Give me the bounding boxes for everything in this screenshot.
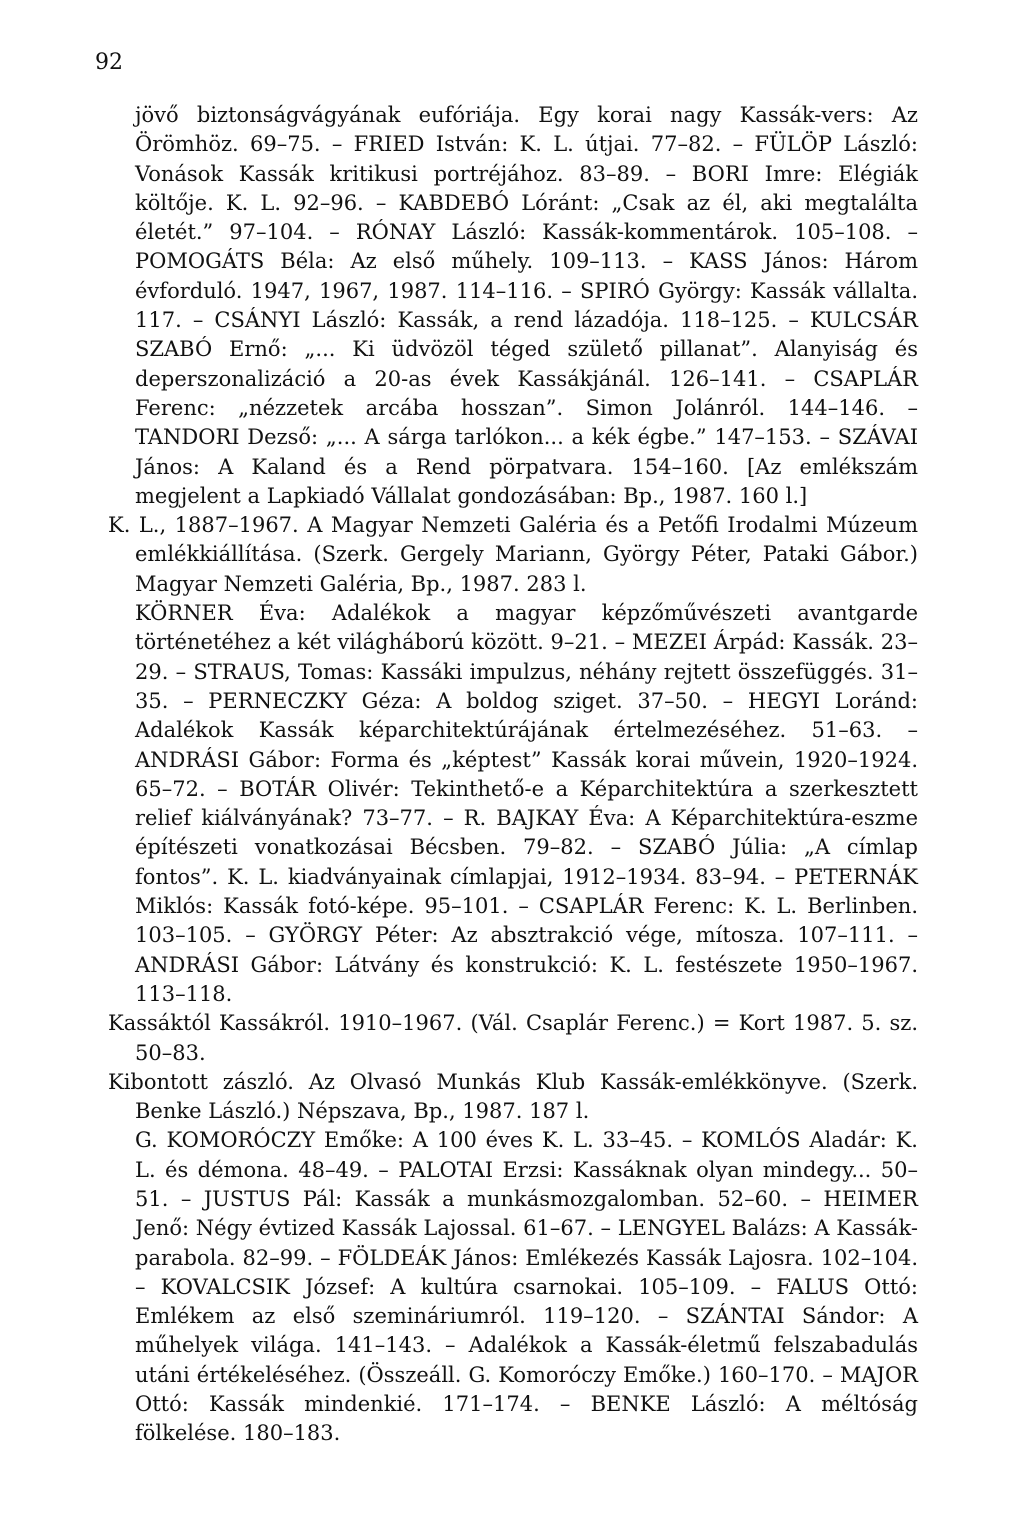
page-number: 92	[95, 50, 123, 75]
bibliography-entry: Kibontott zászló. Az Olvasó Munkás Klub Kassák-emlékkönyve. (Szerk. Benke László.) Népszava, Bp., 1987. 187 l.	[108, 1069, 918, 1124]
bibliography-entry: Kassáktól Kassákról. 1910–1967. (Vál. Csaplár Ferenc.) = Kort 1987. 5. sz. 50–83.	[108, 1011, 918, 1065]
bibliography-entry: KÖRNER Éva: Adalékok a magyar képzőművészeti avantgarde történetéhez a két világháború között. 9–21. – MEZEI Árpád: Kassák. 23–29. – STRAUS, Tomas: Kassáki impulzus, néhány rejtett összefüggés. 31–35. – PERNECZKY Géza: A boldog sziget. 37–50. – HEGYI Loránd: Adalékok Kassák képarchitektúrájának értelmezéséhez. 51–63. – ANDRÁSI Gábor: Forma és „képtest” Kassák korai művein, 1920–1924. 65–72. – BOTÁR Olivér: Tekinthető-e a Képarchitektúra a szerkesztett relief kiálványának? 73–77. – R. BAJKAY Éva: A Képarchitektúra-eszme építészeti vonatkozásai Bécsben. 79–82. – SZABÓ Júlia: „A címlap fontos”. K. L. kiadványainak címlapjai, 1912–1934. 83–94. – PETERNÁK Miklós: Kassák fotó-képe. 95–101. – CSAPLÁR Ferenc: K. L. Berlinben. 103–105. – GYÖRGY Péter: Az absztrakció vége, mítosza. 107–111. – ANDRÁSI Gábor: Látvány és konstrukció: K. L. festészete 1950–1967. 113–118.	[135, 601, 918, 1006]
bibliography-entry: jövő biztonságvágyának eufóriája. Egy korai nagy Kassák-vers: Az Örömhöz. 69–75. – FRIED István: K. L. útjai. 77–82. – FÜLÖP László: Vonások Kassák kritikusi portréjához. 83–89. – BORI Imre: Elégiák költője. K. L. 92–96. – KABDEBÓ Lóránt: „Csak az él, aki megtalálta életét.” 97–104. – RÓNAY László: Kassák-kommentárok. 105–108. – POMOGÁTS Béla: Az első műhely. 109–113. – KASS János: Három évforduló. 1947, 1967, 1987. 114–116. – SPIRÓ György: Kassák vállalta. 117. – CSÁNYI László: Kassák, a rend lázadója. 118–125. – KULCSÁR SZABÓ Ernő: „... Ki üdvözöl téged születő pillanat”. Alanyiság és deperszonalizáció a 20-as évek Kassákjánál. 126–141. – CSAPLÁR Ferenc: „nézzetek arcába hosszan”. Simon Jolánról. 144–146. – TANDORI Dezső: „... A sárga tarlókon... a kék égbe.” 147–153. – SZÁVAI János: A Kaland és a Rend pörpatvara. 154–160. [Az emlékszám megjelent a Lapkiadó Vállalat gondozásában: Bp., 1987. 160 l.]	[135, 103, 918, 508]
bibliography-entry: G. KOMORÓCZY Emőke: A 100 éves K. L. 33–45. – KOMLÓS Aladár: K. L. és démona. 48–49. – PALOTAI Erzsi: Kassáknak olyan mindegy... 50–51. – JUSTUS Pál: Kassák a munkásmozgalomban. 52–60. – HEIMER Jenő: Négy évtized Kassák Lajossal. 61–67. – LENGYEL Balázs: A Kassák-parabola. 82–99. – FÖLDEÁK János: Emlékezés Kassák Lajosra. 102–104. – KOVALCSIK József: A kultúra csarnokai. 105–109. – FALUS Ottó: Emlékem az első szemináriumról. 119–120. – SZÁNTAI Sándor: A műhelyek világa. 141–143. – Adalékok a Kassák-életmű felszabadulás utáni értékeléséhez. (Összeáll. G. Komoróczy Emőke.) 160–170. – MAJOR Ottó: Kassák mindenkié. 171–174. – BENKE László: A méltóság fölkelése. 180–183.	[135, 1128, 918, 1446]
bibliography-entries	[108, 101, 918, 1449]
bibliography-entry: K. L., 1887–1967. A Magyar Nemzeti Galéria és a Petőfi Irodalmi Múzeum emlékkiállítása. (Szerk. Gergely Mariann, György Péter, Pataki Gábor.) Magyar Nemzeti Galéria, Bp., 1987. 283 l.	[108, 513, 918, 596]
